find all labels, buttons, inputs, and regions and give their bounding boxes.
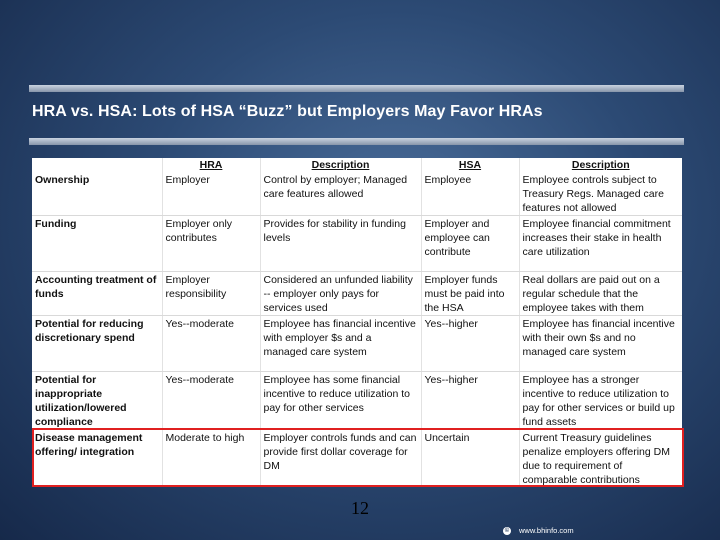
table-row	[32, 172, 682, 216]
row-label: Funding	[32, 216, 162, 272]
hsa-cell: Employee	[421, 172, 519, 216]
header-hra: HRA	[162, 158, 260, 172]
table-header-row	[32, 158, 682, 172]
hsa-description-cell: Employee controls subject to Treasury Regs. Managed care features not allowed	[519, 172, 682, 216]
hsa-cell: Employer funds must be paid into the HSA	[421, 272, 519, 316]
hra-description-cell: Provides for stability in funding levels	[260, 216, 421, 272]
page-number: 12	[351, 498, 369, 518]
comparison-table	[32, 158, 682, 486]
hsa-description-cell: Employee has financial incentive with their own $s and no managed care system	[519, 316, 682, 372]
table-row	[32, 272, 682, 316]
header-hra-description: Description	[260, 158, 421, 172]
hra-cell: Employer	[162, 172, 260, 216]
footer-url: www.bhinfo.com	[519, 526, 574, 535]
header-blank	[32, 158, 162, 172]
table-row	[32, 216, 682, 272]
hsa-cell: Uncertain	[421, 430, 519, 487]
hra-cell: Yes--moderate	[162, 316, 260, 372]
hra-cell: Employer only contributes	[162, 216, 260, 272]
bottom-divider	[29, 138, 684, 145]
row-label: Ownership	[32, 172, 162, 216]
copyright-icon: ©	[504, 527, 510, 534]
hsa-cell: Employer and employee can contribute	[421, 216, 519, 272]
hsa-description-cell: Employee has a stronger incentive to reduce utilization to pay for other services or build up fund assets	[519, 372, 682, 430]
table-row	[32, 372, 682, 430]
table-row-highlighted	[32, 430, 682, 487]
hsa-description-cell: Current Treasury guidelines penalize employers offering DM due to requirement of comparable contributions	[519, 430, 682, 487]
slide-title: HRA vs. HSA: Lots of HSA “Buzz” but Employers May Favor HRAs	[32, 103, 543, 120]
row-label: Potential for reducing discretionary spend	[32, 316, 162, 372]
header-hsa-description: Description	[519, 158, 682, 172]
top-divider	[29, 85, 684, 92]
hra-description-cell: Considered an unfunded liability -- employer only pays for services used	[260, 272, 421, 316]
hra-description-cell: Employee has financial incentive with employer $s and a managed care system	[260, 316, 421, 372]
hsa-description-cell: Employee financial commitment increases their stake in health care utilization	[519, 216, 682, 272]
row-label: Accounting treatment of funds	[32, 272, 162, 316]
hra-description-cell: Employer controls funds and can provide first dollar coverage for DM	[260, 430, 421, 487]
hsa-cell: Yes--higher	[421, 372, 519, 430]
row-label: Potential for inappropriate utilization/lowered compliance	[32, 372, 162, 430]
footer	[503, 526, 574, 535]
row-label: Disease management offering/ integration	[32, 430, 162, 487]
table-row	[32, 316, 682, 372]
hra-description-cell: Control by employer; Managed care features allowed	[260, 172, 421, 216]
hra-cell: Employer responsibility	[162, 272, 260, 316]
hra-cell: Yes--moderate	[162, 372, 260, 430]
hsa-description-cell: Real dollars are paid out on a regular schedule that the employee takes with them	[519, 272, 682, 316]
header-hsa: HSA	[421, 158, 519, 172]
comparison-table-container	[32, 158, 682, 486]
hra-cell: Moderate to high	[162, 430, 260, 487]
hsa-cell: Yes--higher	[421, 316, 519, 372]
hra-description-cell: Employee has some financial incentive to reduce utilization to pay for other services	[260, 372, 421, 430]
